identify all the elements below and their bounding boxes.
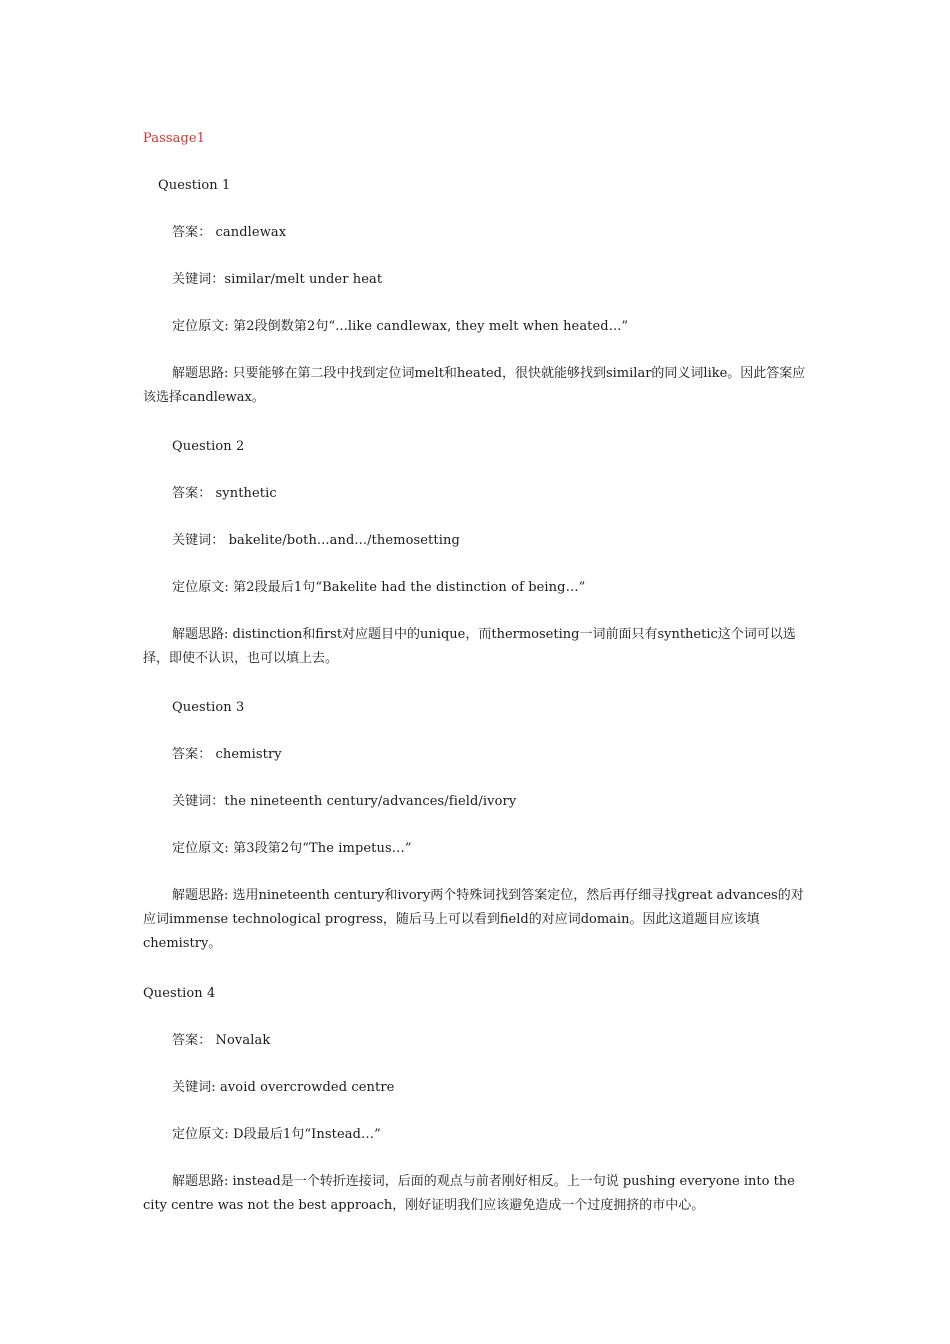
answer-line: 答案： synthetic [172, 486, 277, 501]
question-heading: Question 1 [158, 178, 231, 193]
location-line: 定位原文: 第2段倒数第2句“...like candlewax, they melt when heated...” [172, 319, 629, 334]
keywords-line: 关键词：similar/melt under heat [172, 272, 383, 287]
keywords-line: 关键词： bakelite/both...and.../themosetting [172, 533, 460, 548]
analysis-paragraph: 解题思路: 选用nineteenth century和ivory两个特殊词找到答案定位，然后再仔细寻找great advances的对应词immense technological progress，随后马上可以看到field的对应词domain。因此这道题目应该填chemistry。 [143, 888, 804, 951]
question-heading: Question 4 [143, 986, 216, 1001]
analysis-paragraph: 解题思路: 只要能够在第二段中找到定位词melt和heated，很快就能够找到similar的同义词like。因此答案应该选择candlewax。 [143, 366, 806, 405]
question-heading: Question 2 [172, 439, 245, 454]
answer-line: 答案： chemistry [172, 747, 282, 762]
analysis-paragraph: 解题思路: distinction和first对应题目中的unique，而thermoseting一词前面只有synthetic这个词可以选择，即使不认识，也可以填上去。 [143, 627, 796, 666]
question-heading: Question 3 [172, 700, 245, 715]
keywords-line: 关键词：the nineteenth century/advances/field/ivory [172, 794, 517, 809]
location-line: 定位原文: 第3段第2句“The impetus…” [172, 841, 412, 856]
answer-line: 答案： candlewax [172, 225, 287, 240]
location-line: 定位原文: 第2段最后1句“Bakelite had the distinction of being…” [172, 580, 586, 595]
keywords-line: 关键词: avoid overcrowded centre [172, 1080, 395, 1095]
analysis-paragraph: 解题思路: instead是一个转折连接词，后面的观点与前者刚好相反。上一句说 pushing everyone into the city centre was not the best approach，刚好证明我们应该避免造成一个过度拥挤的市中心。 [143, 1174, 795, 1213]
location-line: 定位原文: D段最后1句“Instead…” [172, 1127, 381, 1142]
answer-line: 答案： Novalak [172, 1033, 271, 1048]
passage-title: Passage1 [143, 131, 206, 146]
